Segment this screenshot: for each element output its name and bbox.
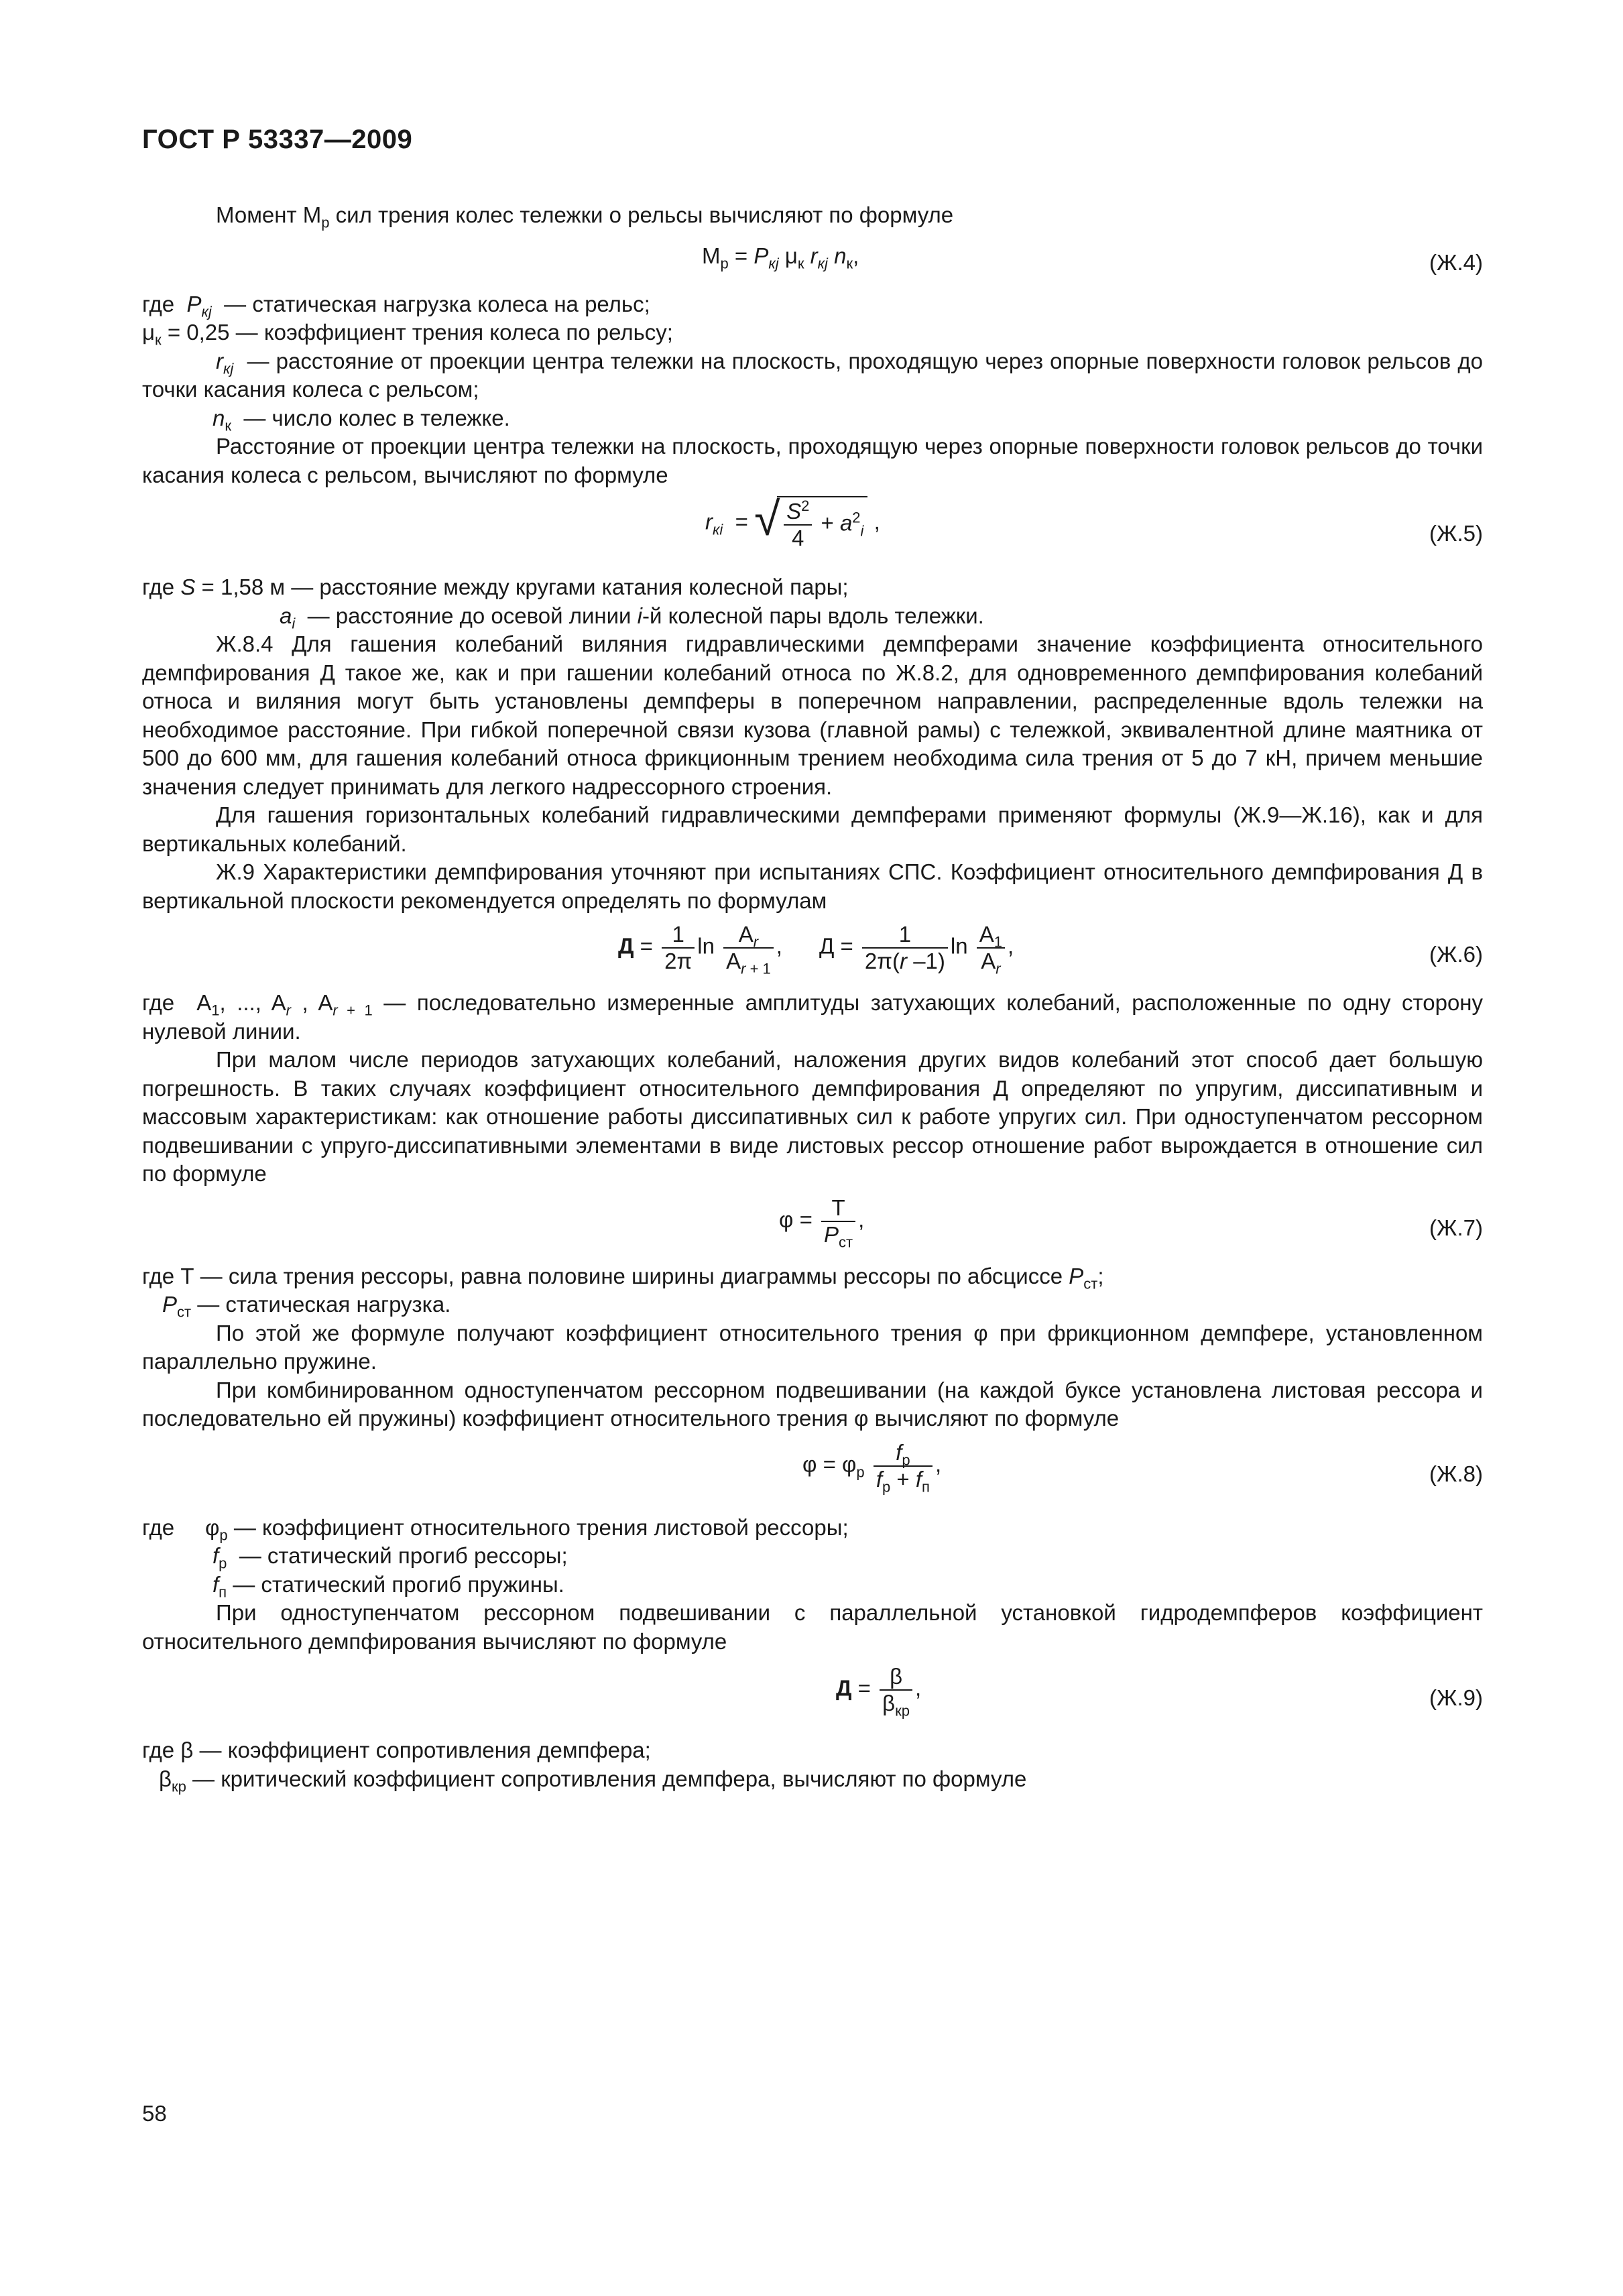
where-block-2: где S = 1,58 м — расстояние между кругами катания колесной пары; $a_i$ — расстояние до осевой линии i-й колесной пары вдоль тележки.: [142, 575, 984, 632]
where-block-4: где Т — сила трения рессоры, равна половине ширины диаграммы рессоры по абсциссе $P_{ст}$; $P_{ст}$ — статическая нагрузка.: [142, 1263, 1104, 1321]
equation-number: (Ж.8): [1429, 1461, 1483, 1486]
paragraph-friction: По этой же формуле получают коэффициент относительного трения φ при фрикционном демпфере, установленном параллельно пружине.: [142, 1320, 1483, 1374]
document-body: [142, 201, 1483, 1793]
paragraph-zh84: Ж.8.4 Для гашения колебаний виляния гидравлическими демпферами значение коэффициента относительного демпфирования Д такое же, как и при гашении колебаний относа по Ж.8.2, для одновременного демпфирования колебаний относа и виляния могут быть установлены демпферы в поперечном направлении, распределенные вдоль тележки на необходимое расстояние. При гибкой поперечной связи кузова (главной рамы) с тележкой, эквивалентной длине маятника от 500 до 600 мм, для гашения колебаний относа фрикционным трением необходима сила трения от 5 до 7 кН, причем меньшие значения следует принимать для легкого надрессорного строения.: [142, 631, 1483, 799]
formula-zh5: $r_{кi}$ = √ $\frac{S^2}{4}$ + $a^2_i$ , (Ж.5): [705, 493, 1483, 550]
paragraph-moment: Момент $М_р$ сил трения колес тележки о рельсы вычисляют по формуле: [216, 202, 954, 231]
paragraph-horizontal: Для гашения горизонтальных колебаний гидравлическими демпферами применяют формулы (Ж.9—Ж.16), как и для вертикальных колебаний.: [142, 802, 1483, 856]
document-header: ГОСТ Р 53337—2009: [142, 125, 413, 154]
formula-zh7: φ = $\frac{T}{P_{ст}}$ , (Ж.7): [779, 1195, 1483, 1251]
paragraph-zh9: Ж.9 Характеристики демпфирования уточняют при испытаниях СПС. Коэффициент относительного демпфирования Д в вертикальной плоскости рекомендуется определять по формулам: [142, 859, 1483, 913]
paragraph-hydrodamper: При одноступенчатом рессорном подвешивании с параллельной установкой гидродемпферов коэффициент относительного демпфирования вычисляют по формуле: [142, 1600, 1483, 1654]
where-block-5: где $\varphi_р$ — коэффициент относительного трения листовой рессоры; $f_р$ — статический прогиб рессоры; $f_п$ — статический прогиб пружины.: [142, 1514, 849, 1601]
where-block-6: где β — коэффициент сопротивления демпфера; $\beta_{кр}$ — критический коэффициент сопротивления демпфера, вычисляют по формуле: [142, 1738, 1027, 1795]
equation-number: (Ж.5): [1429, 521, 1483, 546]
equation-number: (Ж.7): [1429, 1215, 1483, 1240]
formula-zh9: Д = $\frac{\beta}{\beta_{кр}}$ , (Ж.9): [836, 1664, 1483, 1719]
page-number: 58: [142, 2101, 167, 2126]
where-block-3: где $A_1$, ..., $A_r$ , $A_r$ $_{+ 1}$ — последовательно измеренные амплитуды затухающих колебаний, расположенные по одну сторону нулевой линии.: [142, 990, 1484, 1044]
equation-number: (Ж.4): [1429, 249, 1483, 275]
paragraph-distance: Расстояние от проекции центра тележки на плоскость, проходящую через опорные поверхности головок рельсов до точки касания колеса с рельсом, вычисляют по формуле: [142, 434, 1483, 487]
formula-zh4: $М_р = P_{кj}$ $\mu_к$ $r_{кj}$ $n_к$, (Ж.4): [142, 230, 1483, 290]
formula-zh8: $\varphi = \varphi_р$ $\frac{f_р}{f_р + f_п}$ , (Ж.8): [802, 1439, 1483, 1496]
where-block-1: где $P_{кj}$ — статическая нагрузка колеса на рельс; $\mu_к = 0,25$ — коэффициент трения колеса по рельсу; $r_{кj}$ — расстояние от проекции центра тележки на плоскость, проходящую через опорные поверхности головок рельсов до точки касания колеса с рельсом; $n_к$ — число колес в тележке.: [142, 291, 1483, 434]
equation-number: (Ж.9): [1429, 1685, 1483, 1710]
paragraph-small-periods: При малом числе периодов затухающих колебаний, наложения других видов колебаний этот способ дает большую погрешность. В таких случаях коэффициент относительного демпфирования Д определяют по упругим, диссипативным и массовым характеристикам: как отношение работы диссипативных сил к работе упругих сил. При одноступенчатом рессорном подвешивании с упруго-диссипативными элементами в виде листовых рессор отношение работ вырождается в отношение сил по формуле: [142, 1047, 1483, 1186]
formula-zh6: Д = $\frac{1}{2\pi}$ ln $\frac{A_r}{A_r _{+ 1}}$ , Д = $\frac{1}{2\pi(r -1)}$ ln $\frac{A_1}{A_r}$ , (Ж.6): [618, 922, 1483, 977]
equation-number: (Ж.6): [1429, 942, 1483, 967]
paragraph-combined: При комбинированном одноступенчатом рессорном подвешивании (на каждой буксе установлена листовая рессора и последовательно ей пружины) коэффициент относительного трения φ вычисляют по формуле: [142, 1377, 1483, 1431]
